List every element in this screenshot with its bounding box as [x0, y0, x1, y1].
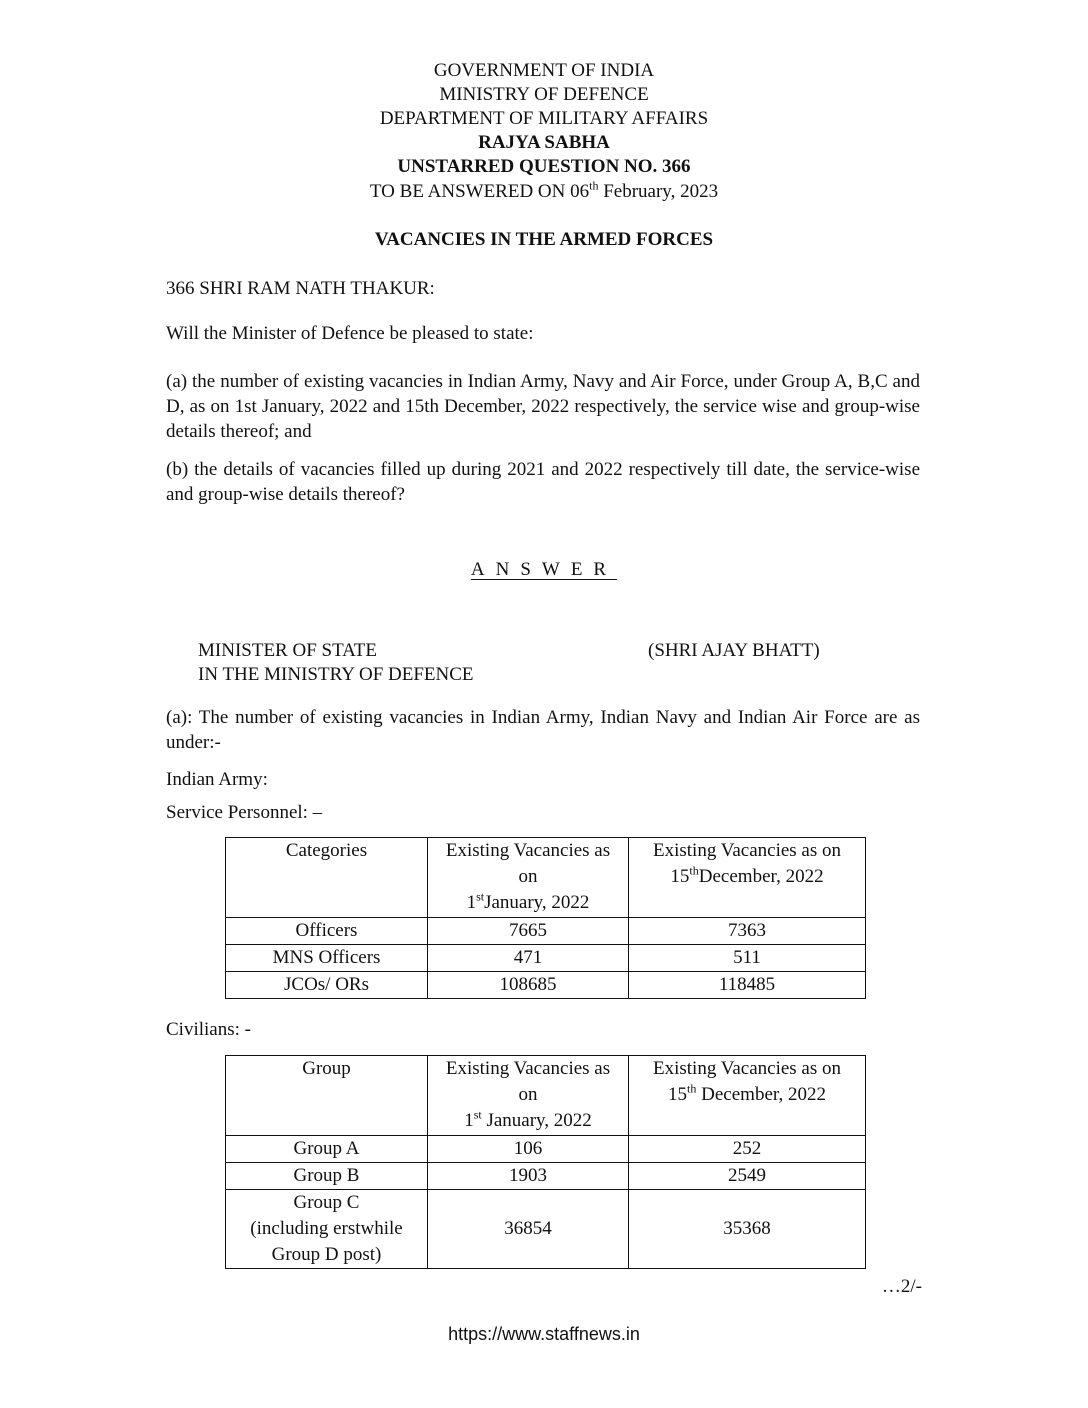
row-jan-value: 108685 [428, 972, 629, 999]
minister-name: (SHRI AJAY BHATT) [648, 640, 820, 661]
question-asker: 366 SHRI RAM NATH THAKUR: [166, 278, 435, 299]
row-jan-value: 471 [428, 945, 629, 972]
header-line-house: RAJYA SABHA [478, 132, 610, 153]
row-jan-value: 1903 [428, 1163, 629, 1190]
table-row [226, 972, 866, 999]
table-row [226, 1136, 866, 1163]
row-jan-value: 36854 [428, 1190, 629, 1269]
civilian-table [225, 1055, 866, 1269]
minister-designation-line1: MINISTER OF STATE [198, 640, 377, 661]
row-category: JCOs/ ORs [226, 972, 428, 999]
header-line-government: GOVERNMENT OF INDIA [433, 60, 655, 81]
minister-designation [198, 639, 474, 687]
header-answer-date: TO BE ANSWERED ON 06th February, 2023 [369, 178, 719, 202]
row-dec-value: 35368 [629, 1190, 866, 1269]
row-dec-value: 511 [629, 945, 866, 972]
row-group: Group A [226, 1136, 428, 1163]
subject-title: VACANCIES IN THE ARMED FORCES [374, 229, 714, 250]
header-line-ministry: MINISTRY OF DEFENCE [439, 84, 649, 105]
table-row [226, 945, 866, 972]
row-dec-value: 7363 [629, 918, 866, 945]
table-header-row [226, 838, 866, 918]
question-part-b: (b) the details of vacancies filled up during 2021 and 2022 respectively till date, the service-wise and group-wise details thereof? [166, 459, 920, 505]
row-jan-value: 7665 [428, 918, 629, 945]
header-group: Group [226, 1056, 428, 1136]
header-categories: Categories [226, 838, 428, 918]
row-group: Group B [226, 1163, 428, 1190]
row-jan-value: 106 [428, 1136, 629, 1163]
page-continuation: …2/- [881, 1276, 922, 1297]
question-intro: Will the Minister of Defence be pleased to state: [166, 323, 534, 344]
question-part-a: (a) the number of existing vacancies in Indian Army, Navy and Air Force, under Group A, B,C and D, as on 1st January, 2022 and 15th December, 2022 respectively, the service wise and group-wise details thereof; and [166, 371, 920, 442]
footer-url[interactable]: https://www.staffnews.in [448, 1324, 640, 1344]
header-dec-2022: Existing Vacancies as on 15th December, 2022 [629, 1056, 866, 1136]
header-line-question-number: UNSTARRED QUESTION NO. 366 [397, 156, 691, 177]
row-category: Officers [226, 918, 428, 945]
header-dec-2022: Existing Vacancies as on 15thDecember, 2022 [629, 838, 866, 918]
row-group: Group C (including erstwhile Group D post) [226, 1190, 428, 1269]
header-line-department: DEPARTMENT OF MILITARY AFFAIRS [379, 108, 709, 129]
service-personnel-table [225, 837, 866, 999]
minister-designation-line2: IN THE MINISTRY OF DEFENCE [198, 664, 474, 685]
answer-part-a-intro: (a): The number of existing vacancies in Indian Army, Indian Navy and Indian Air Force are as under:- [166, 707, 920, 753]
service-personnel-label: Service Personnel: – [166, 802, 323, 823]
header-jan-2022: Existing Vacancies as on 1stJanuary, 2022 [428, 838, 629, 918]
header-jan-2022: Existing Vacancies as on 1st January, 2022 [428, 1056, 629, 1136]
row-dec-value: 2549 [629, 1163, 866, 1190]
table-row [226, 918, 866, 945]
table-row [226, 1163, 866, 1190]
row-category: MNS Officers [226, 945, 428, 972]
answer-heading: ANSWER [470, 559, 618, 580]
row-dec-value: 118485 [629, 972, 866, 999]
table-header-row [226, 1056, 866, 1136]
row-dec-value: 252 [629, 1136, 866, 1163]
table-row [226, 1190, 866, 1269]
civilians-label: Civilians: - [166, 1019, 251, 1040]
service-label: Indian Army: [166, 769, 268, 790]
